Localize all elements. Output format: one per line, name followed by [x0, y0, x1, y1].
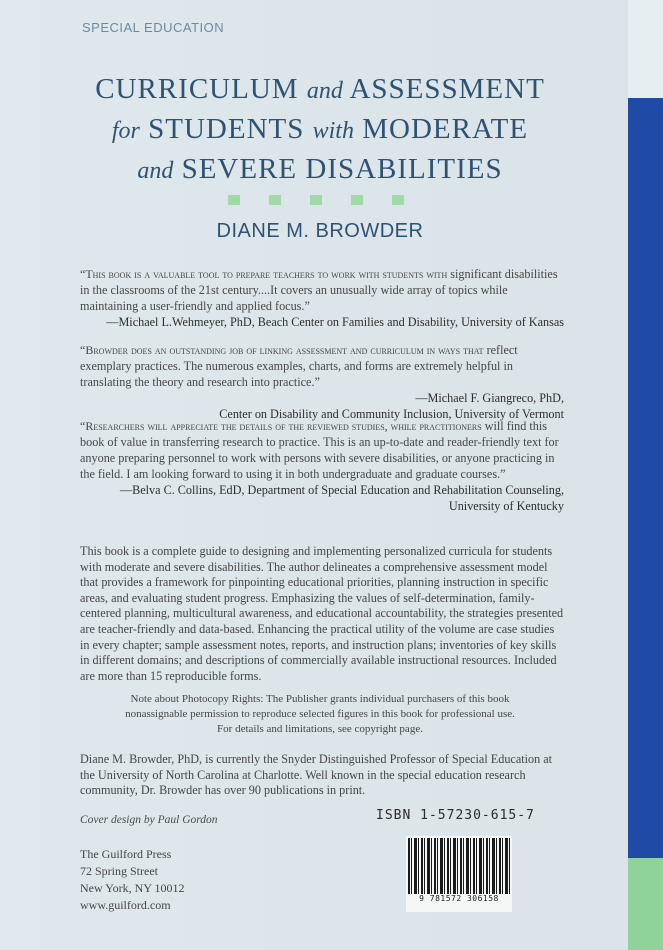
barcode-bars: [408, 838, 510, 894]
edge-band-blue: [628, 98, 663, 858]
quote-attribution-affiliation: Center on Disability and Community Inclusion, University of Vermont: [219, 407, 564, 421]
author-bio: Diane M. Browder, PhD, is currently the Snyder Distinguished Professor of Special Education at the University of North Carolina at Charlotte. Well known in the special education research community, Dr. Browder has over 90 publications in print.: [80, 752, 553, 798]
quote-body: significant disabilities in the classrooms of the 21st century....It covers an unusually wide array of topics while maintaining a user-friendly and applied focus.”: [80, 267, 558, 313]
quote-lead: “Researchers will appreciate the details of the reviewed studies, while practitioners: [80, 419, 482, 433]
book-title: [40, 70, 600, 190]
note-line: Note about Photocopy Rights: The Publisher grants individual purchasers of this book: [130, 693, 510, 705]
quote-body: will find this book of value in transferring research to practice. This is an up-to-date and reader-friendly text for anyone preparing personnel to work with persons with severe disabilities, or anyone practicing in the field. I am looking forward to using it in both undergraduate and graduate courses.”: [80, 419, 559, 481]
book-description: This book is a complete guide to designing and implementing personalized curricula for students with moderate and severe disabilities. The author delineates a comprehensive assessment model that provides a framework for pinpointing educational priorities, planning instruction in specific areas, and evaluating student progress. Emphasizing the values of self-determination, family-centered planning, multicultural awareness, and educational accountability, the strategies presented are teacher-friendly and data-based. Enhancing the practical utility of the volume are case studies in every chapter; sample assessment notes, reports, and instruction plans; inventories of key skills in different domains; and descriptions of commercially available instructional resources. Included are more than 15 reproducible forms.: [80, 544, 564, 683]
title-line-1: CURRICULUM and ASSESSMENT: [95, 73, 545, 105]
quote-attribution-affiliation: University of Kentucky: [448, 499, 564, 513]
publisher-city: New York, NY 10012: [80, 881, 185, 895]
endorsement-quote-3: [80, 418, 564, 514]
quote-lead: “This book is a valuable tool to prepare teachers to work with students with: [80, 267, 448, 281]
endorsement-quote-1: [80, 266, 564, 330]
barcode-number: 9 781572 306158: [419, 894, 499, 903]
square: [351, 195, 363, 205]
edge-band-top: [628, 0, 663, 98]
note-line: For details and limitations, see copyright page.: [217, 723, 423, 735]
series-label: SPECIAL EDUCATION: [82, 20, 225, 35]
quote-body: reflect exemplary practices. The numerous examples, charts, and forms are extremely helpful in translating the theory and research into practice.”: [80, 343, 518, 389]
publisher-street: 72 Spring Street: [80, 864, 158, 878]
title-line-3: and SEVERE DISABILITIES: [137, 153, 503, 185]
quote-attribution: —Michael F. Giangreco, PhD,: [415, 391, 564, 405]
publisher-web: www.guilford.com: [80, 898, 171, 912]
note-line: nonassignable permission to reproduce selected figures in this book for professional use.: [125, 708, 515, 720]
endorsement-quote-2: [80, 342, 564, 422]
cover-design-credit: Cover design by Paul Gordon: [80, 814, 218, 826]
square: [310, 195, 322, 205]
edge-band-green: [628, 858, 663, 950]
square: [228, 195, 240, 205]
title-line-2: for STUDENTS with MODERATE: [111, 113, 529, 145]
publisher-name: The Guilford Press: [80, 847, 172, 861]
quote-attribution: —Michael L.Wehmeyer, PhD, Beach Center on Families and Disability, University of Kansas: [106, 315, 564, 329]
photocopy-note: [100, 692, 540, 737]
square: [269, 195, 281, 205]
barcode: [406, 836, 512, 912]
isbn: ISBN 1-57230-615-7: [376, 808, 535, 823]
author-name: DIANE M. BROWDER: [216, 220, 424, 242]
square: [392, 195, 404, 205]
decorative-squares: [228, 195, 404, 205]
publisher-block: [80, 846, 185, 914]
quote-lead: “Browder does an outstanding job of linking assessment and curriculum in ways that: [80, 343, 484, 357]
quote-attribution: —Belva C. Collins, EdD, Department of Special Education and Rehabilitation Counseling,: [119, 483, 564, 497]
